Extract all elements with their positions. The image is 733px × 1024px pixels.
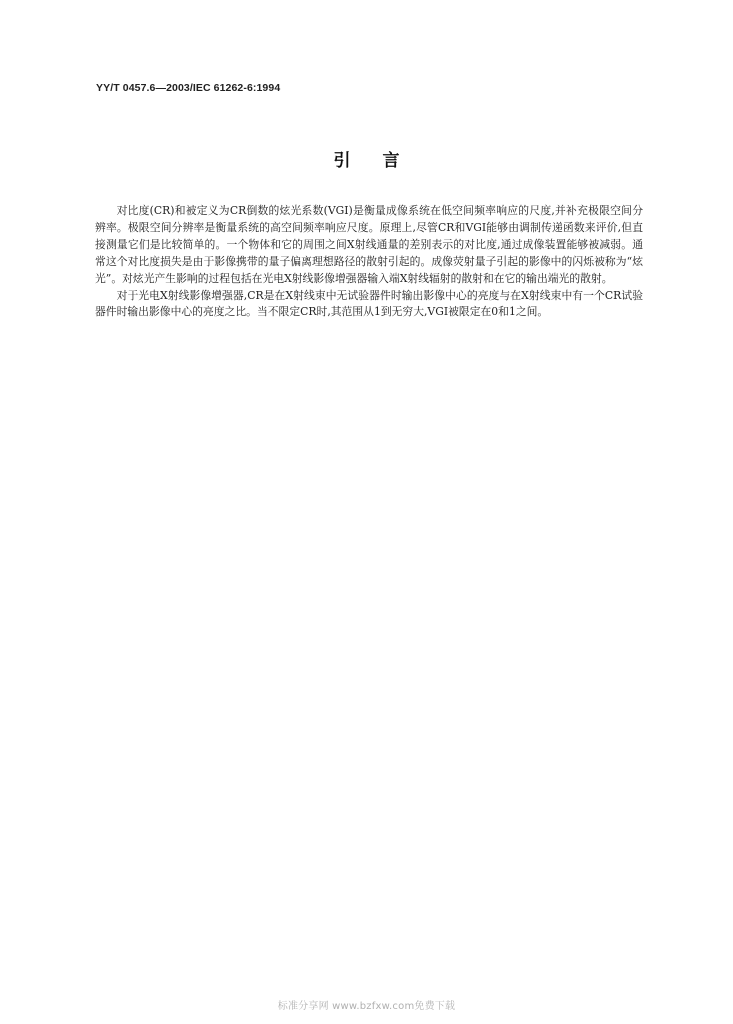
introduction-body (95, 203, 643, 321)
standard-number-header: YY/T 0457.6—2003/IEC 61262-6:1994 (96, 82, 281, 94)
footer-watermark: 标准分享网 www.bzfxw.com免费下载 (277, 1001, 456, 1012)
page-title: 引言 (333, 151, 432, 171)
paragraph-image-intensifier: 对于光电X射线影像增强器,CR是在X射线束中无试验器件时输出影像中心的亮度与在X射线束中有一个CR试验器件时输出影像中心的亮度之比。当不限定CR时,其范围从1到无穷大,VGI被限定在0和1之间。 (95, 288, 643, 319)
paragraph-contrast-ratio: 对比度(CR)和被定义为CR倒数的炫光系数(VGI)是衡量成像系统在低空间频率响应的尺度,并补充极限空间分辨率。极限空间分辨率是衡量系统的高空间频率响应尺度。原理上,尽管CR和VGI能够由调制传递函数来评价,但直接测量它们是比较简单的。一个物体和它的周围之间X射线通量的差别表示的对比度,通过成像装置能够被减弱。通常这个对比度损失是由于影像携带的量子偏离理想路径的散射引起的。成像荧射量子引起的影像中的闪烁被称为“炫光”。对炫光产生影响的过程包括在光电X射线影像增强器输入端X射线辐射的散射和在它的输出端光的散射。 (95, 204, 643, 285)
